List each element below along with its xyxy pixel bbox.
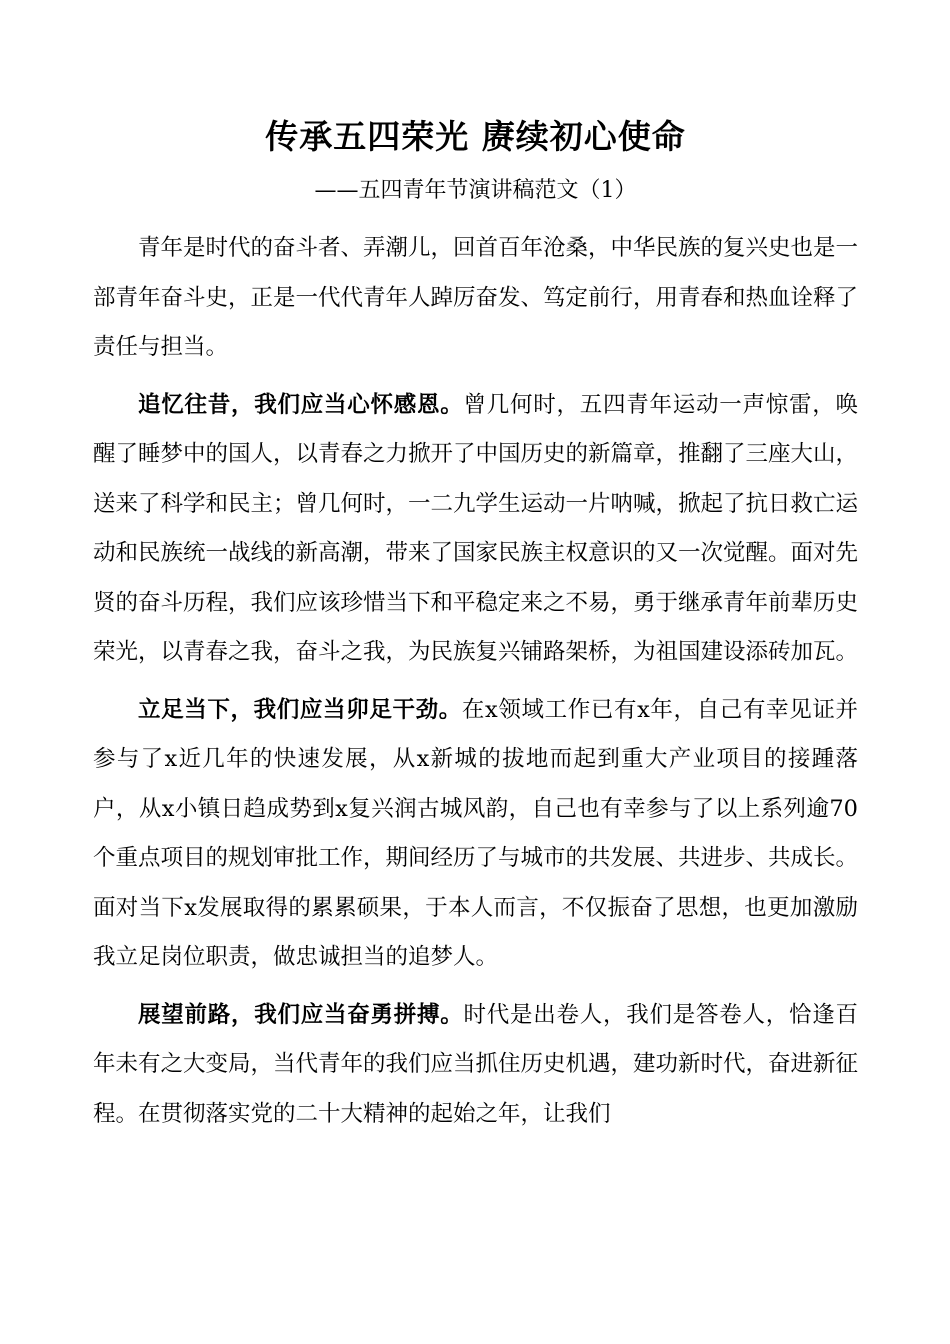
section-paragraph-recall	[93, 381, 858, 678]
section-paragraph-future	[93, 991, 858, 1140]
section-body-recall: 曾几何时，五四青年运动一声惊雷，唤醒了睡梦中的国人，以青春之力掀开了中国历史的新篇章，推翻了三座大山，送来了科学和民主；曾几何时，一二九学生运动一片呐喊，掀起了抗日救亡运动和民族统一战线的新高潮，带来了国家民族主权意识的又一次觉醒。面对先贤的奋斗历程，我们应该珍惜当下和平稳定来之不易，勇于继承青年前辈历史荣光，以青春之我，奋斗之我，为民族复兴铺路架桥，为祖国建设添砖加瓦。	[93, 391, 859, 665]
section-lead-future: 展望前路，我们应当奋勇拼搏。	[138, 1001, 464, 1028]
document-title: 传承五四荣光 赓续初心使命	[265, 117, 686, 156]
intro-paragraph: 青年是时代的奋斗者、弄潮儿，回首百年沧桑，中华民族的复兴史也是一部青年奋斗史，正是一代代青年人踔厉奋发、笃定前行，用青春和热血诠释了责任与担当。	[93, 235, 859, 360]
section-lead-recall: 追忆往昔，我们应当心怀感恩。	[138, 391, 464, 418]
document-subtitle: ——五四青年节演讲稿范文（1）	[314, 178, 637, 203]
document-page	[93, 110, 858, 1147]
section-body-future: 时代是出卷人，我们是答卷人，恰逢百年未有之大变局，当代青年的我们应当抓住历史机遇，建功新时代，奋进新征程。在贯彻落实党的二十大精神的起始之年，让我们	[93, 1001, 859, 1127]
section-paragraph-present	[93, 686, 858, 983]
section-lead-present: 立足当下，我们应当卯足干劲。	[138, 696, 462, 723]
section-body-present: 在x领域工作已有x年，自己有幸见证并参与了x近几年的快速发展，从x新城的拔地而起到重大产业项目的接踵落户，从x小镇日趋成势到x复兴润古城风韵，自己也有幸参与了以上系列逾70个重点项目的规划审批工作，期间经历了与城市的共发展、共进步、共成长。面对当下x发展取得的累累硕果，于本人而言，不仅振奋了思想，也更加激励我立足岗位职责，做忠诚担当的追梦人。	[93, 696, 859, 970]
